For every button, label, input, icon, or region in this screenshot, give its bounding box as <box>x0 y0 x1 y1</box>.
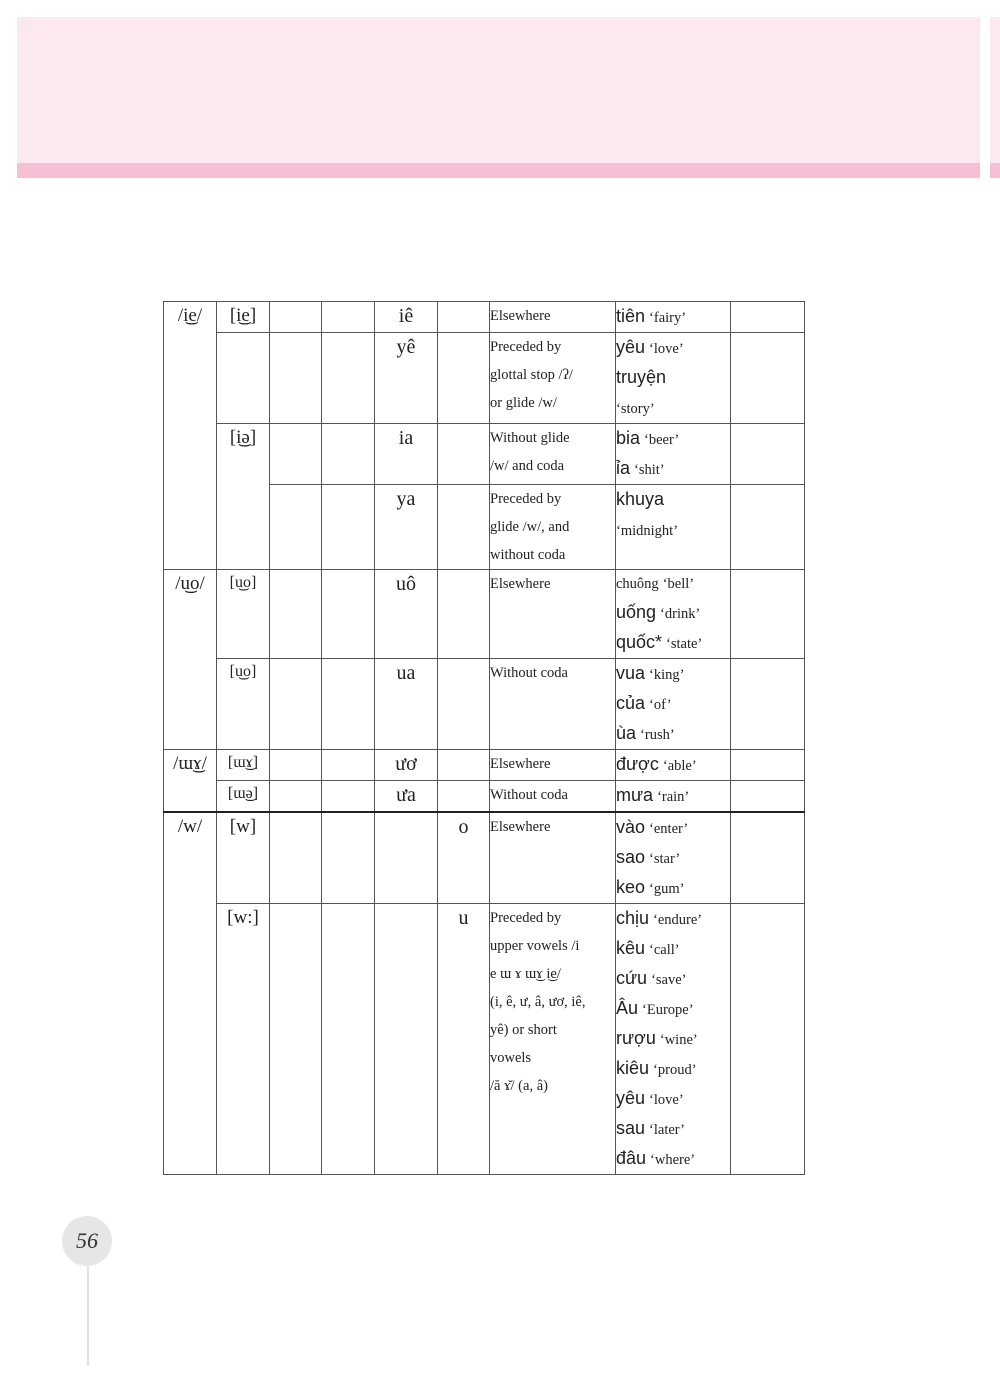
example-word: yêu <box>616 1088 646 1108</box>
example <box>616 719 730 749</box>
header-stripe-edge <box>990 163 1000 178</box>
examples-cell <box>616 333 731 424</box>
page-number: 56 <box>76 1228 98 1253</box>
allophone-cell: [w:] <box>217 904 270 1175</box>
phoneme-cell: /w/ <box>164 812 217 1175</box>
glide-cell <box>438 750 490 781</box>
table-row <box>164 424 805 485</box>
grapheme-cell: uô <box>375 570 438 659</box>
example <box>616 1084 730 1114</box>
condition-cell <box>490 485 616 570</box>
example-word: đâu <box>616 1148 647 1168</box>
header-band-edge <box>990 17 1000 163</box>
example <box>616 904 730 934</box>
example-gloss: ‘beer’ <box>644 432 680 448</box>
example <box>616 333 730 363</box>
condition-line: Without glide <box>490 430 570 446</box>
glide-cell <box>438 302 490 333</box>
example-gloss: ‘rush’ <box>640 727 675 743</box>
grapheme-cell: ia <box>375 424 438 485</box>
example-word: ỉa <box>616 458 631 478</box>
example-word: vào <box>616 817 646 837</box>
condition-line: upper vowels /i <box>490 938 580 954</box>
example <box>616 424 730 454</box>
example-gloss: ‘love’ <box>649 341 684 357</box>
table-row <box>164 659 805 750</box>
example-gloss: ‘Europe’ <box>642 1002 694 1018</box>
example-gloss: ‘shit’ <box>634 462 665 478</box>
condition-line: without coda <box>490 547 566 563</box>
condition-cell <box>490 750 616 781</box>
examples-cell <box>616 750 731 781</box>
header-band <box>17 17 980 163</box>
glide-cell: u <box>438 904 490 1175</box>
condition-line: glide /w/, and <box>490 519 570 535</box>
example-gloss: ‘able’ <box>662 758 697 774</box>
grapheme-cell: ya <box>375 485 438 570</box>
example-word: sau <box>616 1118 646 1138</box>
example <box>616 1024 730 1054</box>
example-word: kiêu <box>616 1058 650 1078</box>
allophone-cell: [w] <box>217 812 270 904</box>
grapheme-cell: yê <box>375 333 438 424</box>
table-row <box>164 333 805 424</box>
glide-cell <box>438 781 490 813</box>
table-row <box>164 750 805 781</box>
condition-cell <box>490 333 616 424</box>
example-word: uống <box>616 602 657 622</box>
condition-line: (i, ê, ư, â, ươ, iê, <box>490 994 586 1010</box>
example-gloss: ‘star’ <box>649 851 681 867</box>
example <box>616 659 730 689</box>
examples-cell <box>616 904 731 1175</box>
allophone-cell: [ɯ͜ɤ] <box>217 750 270 781</box>
condition-line: vowels <box>490 1050 532 1066</box>
allophone-cell: [u͜o] <box>217 659 270 750</box>
example-word: Âu <box>616 998 639 1018</box>
examples-cell <box>616 781 731 813</box>
condition-line: Preceded by <box>490 339 562 355</box>
example-word: ùa <box>616 723 637 743</box>
glide-cell <box>438 333 490 424</box>
condition-line: yê) or short <box>490 1022 557 1038</box>
examples-cell <box>616 570 731 659</box>
phoneme-cell: /ɯ͜ɤ/ <box>164 750 217 813</box>
condition-cell <box>490 781 616 813</box>
example <box>616 813 730 843</box>
example-word: truyện <box>616 367 667 387</box>
condition-cell <box>490 812 616 904</box>
allophone-cell: [u͜o] <box>217 570 270 659</box>
example <box>616 515 730 545</box>
condition-cell <box>490 659 616 750</box>
condition-line: glottal stop /ʔ/ <box>490 367 573 383</box>
example-gloss: ‘enter’ <box>649 821 689 837</box>
grapheme-cell: iê <box>375 302 438 333</box>
table-row <box>164 904 805 1175</box>
example-gloss: ‘rain’ <box>657 789 690 805</box>
example <box>616 393 730 423</box>
example <box>616 934 730 964</box>
example-word: chịu <box>616 908 650 928</box>
example <box>616 1144 730 1174</box>
example-gloss: ‘state’ <box>666 636 703 652</box>
page-margin-line <box>87 1266 89 1366</box>
example <box>616 994 730 1024</box>
header-stripe <box>17 163 980 178</box>
table-row <box>164 812 805 904</box>
examples-cell <box>616 485 731 570</box>
example <box>616 1054 730 1084</box>
allophone-cell: [i͜ə] <box>217 424 270 570</box>
condition-cell <box>490 570 616 659</box>
example-word: được <box>616 754 659 774</box>
example-word: sao <box>616 847 646 867</box>
example <box>616 454 730 484</box>
examples-cell <box>616 812 731 904</box>
example-gloss: ‘call’ <box>649 942 680 958</box>
example <box>616 964 730 994</box>
example-word: mưa <box>616 785 654 805</box>
example-word: vua <box>616 663 646 683</box>
example <box>616 689 730 719</box>
condition-line: /w/ and coda <box>490 458 565 474</box>
condition-line: Elsewhere <box>490 308 551 324</box>
example <box>616 843 730 873</box>
example-gloss: ‘proud’ <box>653 1062 697 1078</box>
example-gloss: ‘story’ <box>616 401 655 417</box>
example-gloss: ‘later’ <box>649 1122 685 1138</box>
example <box>616 873 730 903</box>
examples-cell <box>616 302 731 333</box>
condition-line: Elsewhere <box>490 756 551 772</box>
glide-cell <box>438 570 490 659</box>
grapheme-cell <box>375 904 438 1175</box>
example-word: khuya <box>616 489 665 509</box>
example <box>616 598 730 628</box>
example-word: của <box>616 693 646 713</box>
example-gloss: ‘king’ <box>649 667 685 683</box>
example <box>616 1114 730 1144</box>
example-word: rượu <box>616 1028 656 1048</box>
condition-line: Elsewhere <box>490 819 551 835</box>
example-gloss: ‘gum’ <box>649 881 685 897</box>
example <box>616 302 730 332</box>
glide-cell <box>438 424 490 485</box>
glide-cell: o <box>438 812 490 904</box>
example-gloss: ‘drink’ <box>660 606 701 622</box>
example-gloss: ‘endure’ <box>653 912 703 928</box>
example <box>616 485 730 515</box>
example-word: cứu <box>616 968 648 988</box>
example-word: chuông <box>616 576 659 592</box>
vowel-allophone-table <box>163 301 805 1175</box>
example <box>616 750 730 780</box>
example-gloss: ‘love’ <box>649 1092 684 1108</box>
example-word: yêu <box>616 337 646 357</box>
condition-line: or glide /w/ <box>490 395 557 411</box>
grapheme-cell: ươ <box>375 750 438 781</box>
example-gloss: ‘wine’ <box>659 1032 698 1048</box>
example-word: quốc* <box>616 632 663 652</box>
phoneme-cell: /i͜e/ <box>164 302 217 570</box>
allophone-cell: [ɯ͜ə] <box>217 781 270 813</box>
example-word: tiên <box>616 306 646 326</box>
grapheme-cell: ưa <box>375 781 438 813</box>
condition-line: Without coda <box>490 665 568 681</box>
example-gloss: ‘bell’ <box>662 576 695 592</box>
example-word: kêu <box>616 938 646 958</box>
grapheme-cell <box>375 812 438 904</box>
example <box>616 363 730 393</box>
allophone-cell <box>217 333 270 424</box>
condition-cell <box>490 424 616 485</box>
condition-line: Elsewhere <box>490 576 551 592</box>
condition-line: e ɯ ɤ ɯ͜ɤ i͜e/ <box>490 966 561 982</box>
example <box>616 570 730 598</box>
example-gloss: ‘midnight’ <box>616 523 679 539</box>
allophone-cell: [i͜e] <box>217 302 270 333</box>
condition-cell <box>490 302 616 333</box>
table-row <box>164 570 805 659</box>
example-gloss: ‘of’ <box>649 697 672 713</box>
condition-line: /ă ɤ̆/ (a, â) <box>490 1078 548 1094</box>
glide-cell <box>438 659 490 750</box>
example-gloss: ‘fairy’ <box>649 310 687 326</box>
examples-cell <box>616 659 731 750</box>
condition-cell <box>490 904 616 1175</box>
phoneme-cell: /u͜o/ <box>164 570 217 750</box>
condition-line: Without coda <box>490 787 568 803</box>
glide-cell <box>438 485 490 570</box>
example <box>616 781 730 811</box>
condition-line: Preceded by <box>490 910 562 926</box>
grapheme-cell: ua <box>375 659 438 750</box>
table-row <box>164 302 805 333</box>
example <box>616 628 730 658</box>
example-word: bia <box>616 428 641 448</box>
condition-line: Preceded by <box>490 491 562 507</box>
example-gloss: ‘save’ <box>651 972 687 988</box>
example-gloss: ‘where’ <box>650 1152 696 1168</box>
example-word: keo <box>616 877 646 897</box>
table-row <box>164 781 805 813</box>
examples-cell <box>616 424 731 485</box>
